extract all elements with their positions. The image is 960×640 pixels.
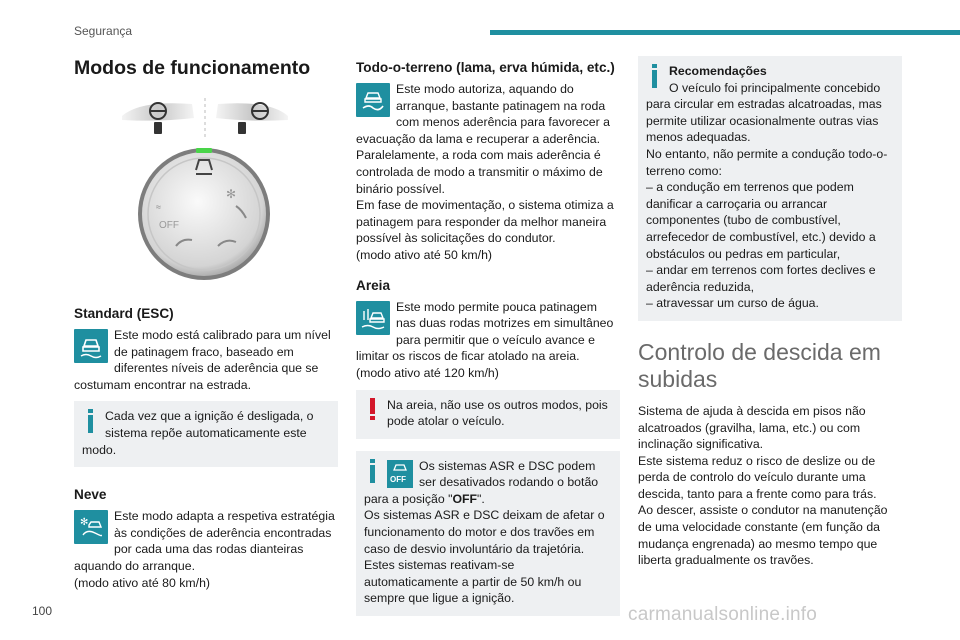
areia-heading: Areia <box>356 277 391 293</box>
off-note-part2: ". Os sistemas ASR e DSC deixam de afetar o funcionamento do motor e dos travões em caso de desvio involuntário da trajetória. Estes sistemas reativam-se automaticamente a partir de 50 km/h ou sempre que ligue a ignição. <box>364 491 605 606</box>
off-note-part1: Os sistemas ASR e DSC podem ser desativados rodando o botão para a posição " <box>364 458 599 506</box>
offroad-mode <box>356 81 620 264</box>
section-label: Segurança <box>74 24 133 38</box>
sand-mode-icon <box>356 301 390 335</box>
info-icon <box>370 459 375 483</box>
sand-warning <box>356 390 620 439</box>
dial-off-label: OFF <box>159 220 179 231</box>
standard-text: Este modo está calibrado para um nível de patinagem fraco, baseado em diferentes níveis de aderência que se costumam encontrar na estrada. <box>74 328 331 392</box>
neve-heading: Neve <box>74 487 107 503</box>
offroad-heading: Todo-o-terreno (lama, erva húmida, etc.) <box>356 60 615 75</box>
standard-mode-icon <box>74 329 108 363</box>
mud-mode-icon <box>356 83 390 117</box>
svg-text:≈: ≈ <box>156 202 161 212</box>
svg-text:✻: ✻ <box>226 187 237 201</box>
ignition-note <box>74 401 338 467</box>
neve-text: Este modo adapta a respetiva estratégia às condições de aderência encontradas por cada uma das rodas dianteiras aquando do arranque. (modo ativo até 80 km/h) <box>74 509 335 590</box>
sand-warning-text: Na areia, não use os outros modos, pois pode atolar o veículo. <box>387 397 608 429</box>
descent-text: Sistema de ajuda à descida em pisos não alcatroados (gravilha, lama, etc.) ou com inclinação significativa. Este sistema reduz o risco de deslize ou de perda de controlo do veículo durante uma descida, tanto para a frente como para trás. Ao descer, assiste o condutor na manutenção de uma velocidade constante (em função da mudança engrenada) ao mesmo tempo que liberta gradualmente os travões. <box>638 403 888 568</box>
header-accent-bar <box>490 30 960 35</box>
column-3 <box>638 56 902 569</box>
neve-mode <box>74 508 338 591</box>
off-note-bold: OFF <box>452 491 478 506</box>
offroad-text: Este modo autoriza, aquando do arranque, bastante patinagem na roda com menos aderência para favorecer a evacuação da lama e recuperar a aderência. Paralelamente, a roda com mais aderência é controlada de modo a transmitir o máximo de binário possível. Em fase de movimentação, o sistema otimiza a patinagem para responder da melhor maneira possível às solicitações do condutor. (modo ativo até 50 km/h) <box>356 82 614 262</box>
snow-mode-icon <box>74 510 108 544</box>
page-title: Modos de funcionamento <box>74 57 311 79</box>
column-2 <box>356 56 620 628</box>
recommendations-box <box>638 56 902 321</box>
info-icon <box>88 409 93 433</box>
off-note <box>356 451 620 616</box>
recommendations-text: O veículo foi principalmente concebido para circular em estradas alcatroadas, mas permite utilizar ocasionalmente outras vias menos adequadas. No entanto, não permite a condução todo-o-terreno como: – a condução em terrenos que podem danificar a carroçaria ou arrancar componentes (tubo de combustível, arrefecedor de combustível, etc.) devido a obstáculos ou pedras em particular, – andar em terrenos com fortes declives e aderência reduzida, – atravessar um curso de água. <box>646 80 888 311</box>
recommendations-title: Recomendações <box>669 64 767 78</box>
standard-heading: Standard (ESC) <box>74 306 174 321</box>
mode-selector-dial <box>136 146 272 282</box>
areia-text: Este modo permite pouca patinagem nas duas rodas motrizes em simultâneo para permitir que o veículo avance e limitar os riscos de ficar atolado na areia. (modo ativo até 120 km/h) <box>356 299 614 380</box>
column-1 <box>74 56 338 597</box>
dashboard-illustration <box>120 94 290 142</box>
off-icon-label: OFF <box>390 474 406 484</box>
page-number: 100 <box>32 604 53 618</box>
ignition-note-text: Cada vez que a ignição é desligada, o sistema repõe automaticamente este modo. <box>82 409 314 457</box>
standard-mode <box>74 327 338 393</box>
off-button-icon <box>387 460 413 488</box>
watermark: carmanualsonline.info <box>628 604 818 625</box>
areia-mode <box>356 299 620 382</box>
descent-heading: Controlo de descida em subidas <box>638 338 881 392</box>
info-icon <box>652 64 657 88</box>
svg-text:✻: ✻ <box>80 517 89 529</box>
warning-icon <box>370 398 375 420</box>
